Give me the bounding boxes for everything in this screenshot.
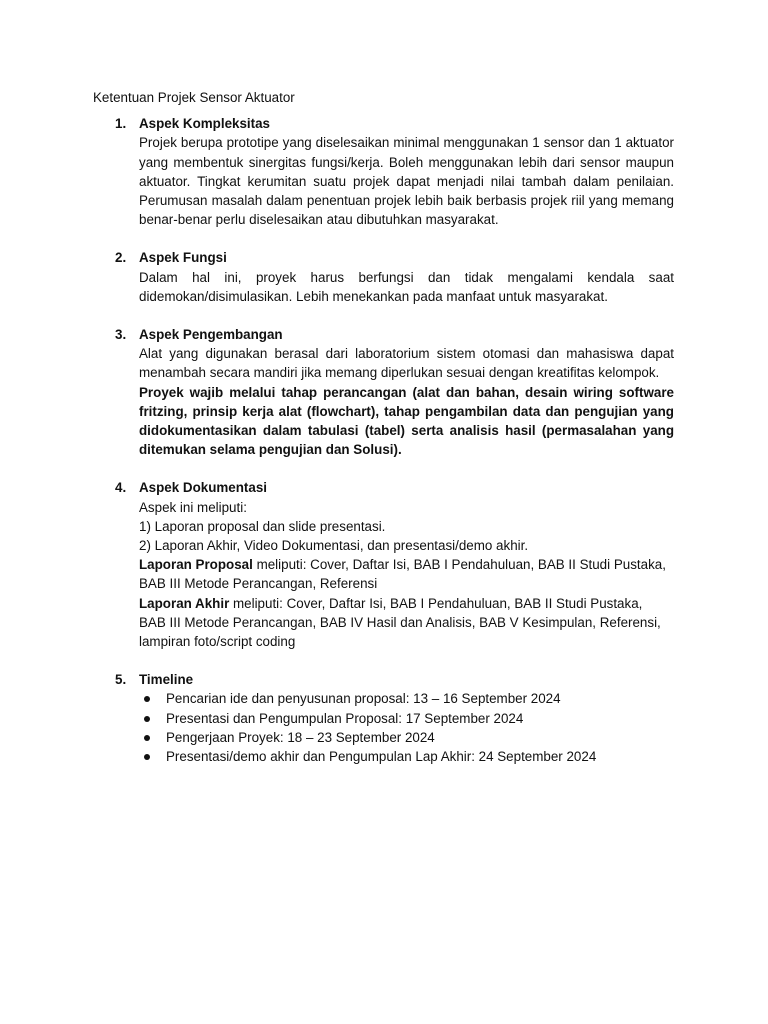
section-bold-paragraph: Proyek wajib melalui tahap perancangan (alat dan bahan, desain wiring software fritzing, prinsip kerja alat (flowchart), tahap pengambilan data dan pengujian yang didokumentasikan dalam tabulasi (tabel) serta analisis hasil (permasalahan yang ditemukan selama pengujian dan Solusi).: [139, 384, 674, 458]
laporan-akhir-line: [139, 594, 674, 613]
document-title: Ketentuan Projek Sensor Aktuator: [93, 90, 295, 105]
section-title: Timeline: [139, 672, 194, 688]
dokumentasi-intro: Aspek ini meliputi:: [139, 499, 247, 515]
section-title: Aspek Fungsi: [139, 250, 227, 266]
laporan-proposal-label: Laporan Proposal: [139, 557, 253, 573]
timeline-item-text: Presentasi/demo akhir dan Pengumpulan Lap Akhir: 24 September 2024: [166, 749, 597, 765]
section-title: Aspek Kompleksitas: [139, 116, 270, 132]
section-number: 3.: [115, 327, 127, 343]
dokumentasi-item-2: 2) Laporan Akhir, Video Dokumentasi, dan presentasi/demo akhir.: [139, 538, 529, 554]
section-aspek-fungsi: [93, 248, 674, 306]
section-title: Aspek Dokumentasi: [139, 480, 267, 496]
timeline-item-text: Pengerjaan Proyek: 18 – 23 September 2024: [166, 729, 435, 745]
bullet-icon: [144, 716, 150, 722]
laporan-proposal-line-2: BAB III Metode Perancangan, Referensi: [139, 576, 378, 592]
section-aspek-pengembangan: [93, 325, 674, 459]
section-paragraph: Alat yang digunakan berasal dari laboratorium sistem otomasi dan mahasiswa dapat menambah secara mandiri jika memang diperlukan sesuai dengan kreatifitas kelompok.: [139, 346, 674, 381]
section-aspek-kompleksitas: [93, 114, 674, 229]
section-number: 5.: [115, 672, 127, 688]
section-title: Aspek Pengembangan: [139, 327, 283, 343]
timeline-item-text: Pencarian ide dan penyusunan proposal: 13 – 16 September 2024: [166, 691, 561, 707]
bullet-icon: [144, 754, 150, 760]
section-number: 2.: [115, 250, 127, 266]
list-item: [139, 728, 674, 747]
dokumentasi-item-1: 1) Laporan proposal dan slide presentasi.: [139, 518, 386, 534]
laporan-proposal-text: meliputi: Cover, Daftar Isi, BAB I Pendahuluan, BAB II Studi Pustaka,: [252, 557, 666, 573]
laporan-akhir-text: meliputi: Cover, Daftar Isi, BAB I Pendahuluan, BAB II Studi Pustaka,: [229, 595, 643, 611]
timeline-list: [139, 689, 674, 766]
section-timeline: [93, 670, 674, 766]
list-item: [139, 689, 674, 708]
bullet-icon: [144, 696, 150, 702]
list-item: [139, 709, 674, 728]
bullet-icon: [144, 735, 150, 741]
section-paragraph: Dalam hal ini, proyek harus berfungsi dan tidak mengalami kendala saat didemokan/disimulasikan. Lebih menekankan pada manfaat untuk masyarakat.: [139, 269, 674, 304]
section-number: 1.: [115, 116, 127, 132]
laporan-akhir-label: Laporan Akhir: [139, 595, 230, 611]
section-aspek-dokumentasi: [93, 478, 674, 651]
laporan-akhir-line-3: lampiran foto/script coding: [139, 634, 296, 650]
timeline-item-text: Presentasi dan Pengumpulan Proposal: 17 September 2024: [166, 710, 524, 726]
laporan-proposal-line: [139, 555, 674, 574]
list-item: [139, 747, 674, 766]
section-number: 4.: [115, 480, 127, 496]
laporan-akhir-line-2: BAB III Metode Perancangan, BAB IV Hasil dan Analisis, BAB V Kesimpulan, Referensi,: [139, 614, 661, 630]
section-paragraph: Projek berupa prototipe yang diselesaikan minimal menggunakan 1 sensor dan 1 aktuator yang membentuk sinergitas fungsi/kerja. Boleh menggunakan lebih dari sensor maupun aktuator. Tingkat kerumitan suatu projek dapat menjadi nilai tambah dalam penilaian. Perumusan masalah dalam penentuan projek lebih baik berbasis projek riil yang memang benar-benar perlu diselesaikan atau dibutuhkan masyarakat.: [139, 135, 674, 228]
